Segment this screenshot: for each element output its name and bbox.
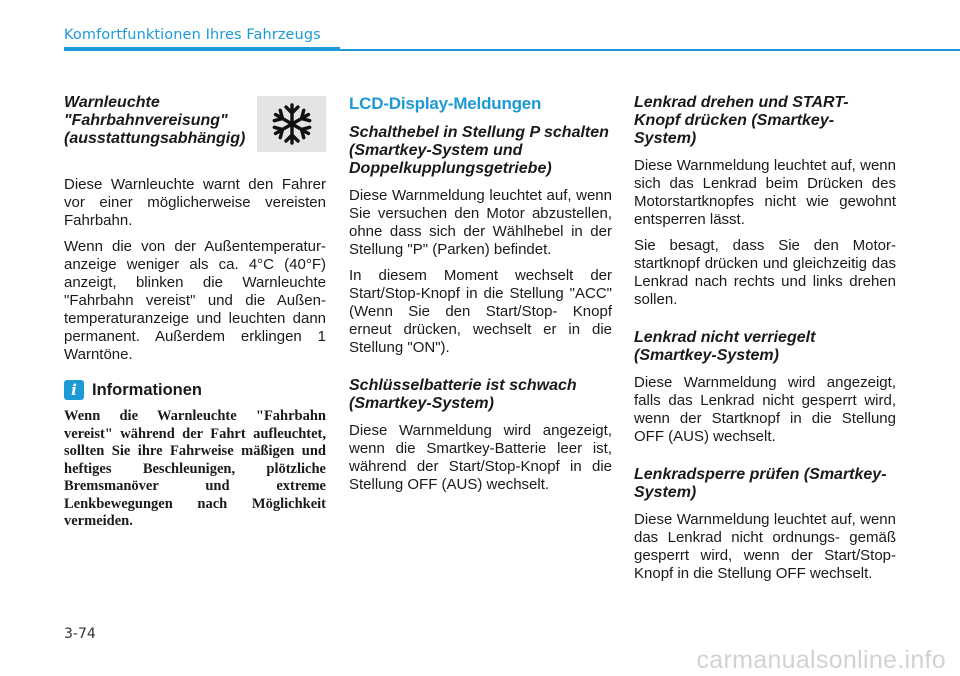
ice-warning-text: Wenn die von der Außentemperatur- anzeige weniger als ca. 4°C (40°F) anzeigt, blinken die Warnleuchte "Fahrbahn vereist" und die Außen- temperaturanzeige und leuchten dann permanent. Außerdem erklingen 1 Warntöne. xyxy=(64,238,326,363)
page-number: 3-74 xyxy=(64,626,96,642)
info-text: Wenn die Warnleuchte "Fahrbahn vereist" während der Fahrt aufleuchtet, sollten Sie ihre Fahrweise mäßigen und heftiges Beschleunigen, plötzliche Bremsmanöver und extreme Lenkbewegungen nach Möglichkeit vermeiden. xyxy=(64,408,326,529)
column-left xyxy=(64,94,326,531)
ice-warning-title: Warnleuchte "Fahrbahnvereisung" (ausstattungsabhängig) xyxy=(64,94,246,147)
spacer xyxy=(634,317,896,329)
spacer xyxy=(349,365,612,377)
header-rule-accent xyxy=(64,47,340,51)
info-heading xyxy=(64,380,326,400)
column-middle xyxy=(349,94,612,502)
ice-warning-heading xyxy=(64,94,326,154)
message-text: Diese Warnmeldung leuchtet auf, wenn das Lenkrad nicht ordnungs- gemäß gesperrt wird, wenn der Start/Stop-Knopf in die Stellung OFF wechselt. xyxy=(634,511,896,582)
page-header xyxy=(0,0,960,60)
info-title: Informationen xyxy=(92,380,202,399)
info-icon: i xyxy=(64,380,84,400)
column-right xyxy=(634,94,896,591)
ice-warning-lamp xyxy=(257,96,326,152)
spacer xyxy=(634,454,896,466)
message-text: Diese Warnmeldung leuchtet auf, wenn sich das Lenkrad beim Drücken des Motorstartknopfes nicht wie gewohnt entsperren lässt. xyxy=(634,157,896,228)
ice-warning-text: Diese Warnleuchte warnt den Fahrer vor einer möglicherweise vereisten Fahrbahn. xyxy=(64,176,326,229)
message-title: Schlüsselbatterie ist schwach (Smartkey-System) xyxy=(349,377,577,412)
message-title: Lenkradsperre prüfen (Smartkey-System) xyxy=(634,466,887,501)
message-title: Schalthebel in Stellung P schalten (Smartkey-System und Doppelkupplungsgetriebe) xyxy=(349,124,609,177)
message-text: Sie besagt, dass Sie den Motor- startknopf drücken und gleichzeitig das Lenkrad nach rechts und links drehen sollen. xyxy=(634,237,896,308)
message-text: Diese Warnmeldung wird angezeigt, wenn die Smartkey-Batterie leer ist, während der Start/Stop-Knopf in die Stellung OFF (AUS) wechselt. xyxy=(349,422,612,493)
header-rule xyxy=(340,49,960,51)
message-title: Lenkrad nicht verriegelt (Smartkey-System) xyxy=(634,329,816,364)
chapter-title: Komfortfunktionen Ihres Fahrzeugs xyxy=(64,27,321,43)
message-text: In diesem Moment wechselt der Start/Stop-Knopf in die Stellung "ACC" (Wenn Sie den Start/Stop- Knopf erneut drücken, wechselt er in die Stellung "ON"). xyxy=(349,267,612,356)
section-title: LCD-Display-Meldungen xyxy=(349,94,542,113)
watermark: carmanualsonline.info xyxy=(696,646,946,674)
message-text: Diese Warnmeldung leuchtet auf, wenn Sie versuchen den Motor abzustellen, ohne dass sich der Wählhebel in der Stellung "P" (Parken) befindet. xyxy=(349,187,612,258)
snowflake-icon xyxy=(270,102,314,146)
message-title: Lenkrad drehen und START- Knopf drücken (Smartkey- System) xyxy=(634,94,849,147)
message-text: Diese Warnmeldung wird angezeigt, falls das Lenkrad nicht gesperrt wird, wenn der Startknopf in die Stellung OFF (AUS) wechselt. xyxy=(634,374,896,445)
